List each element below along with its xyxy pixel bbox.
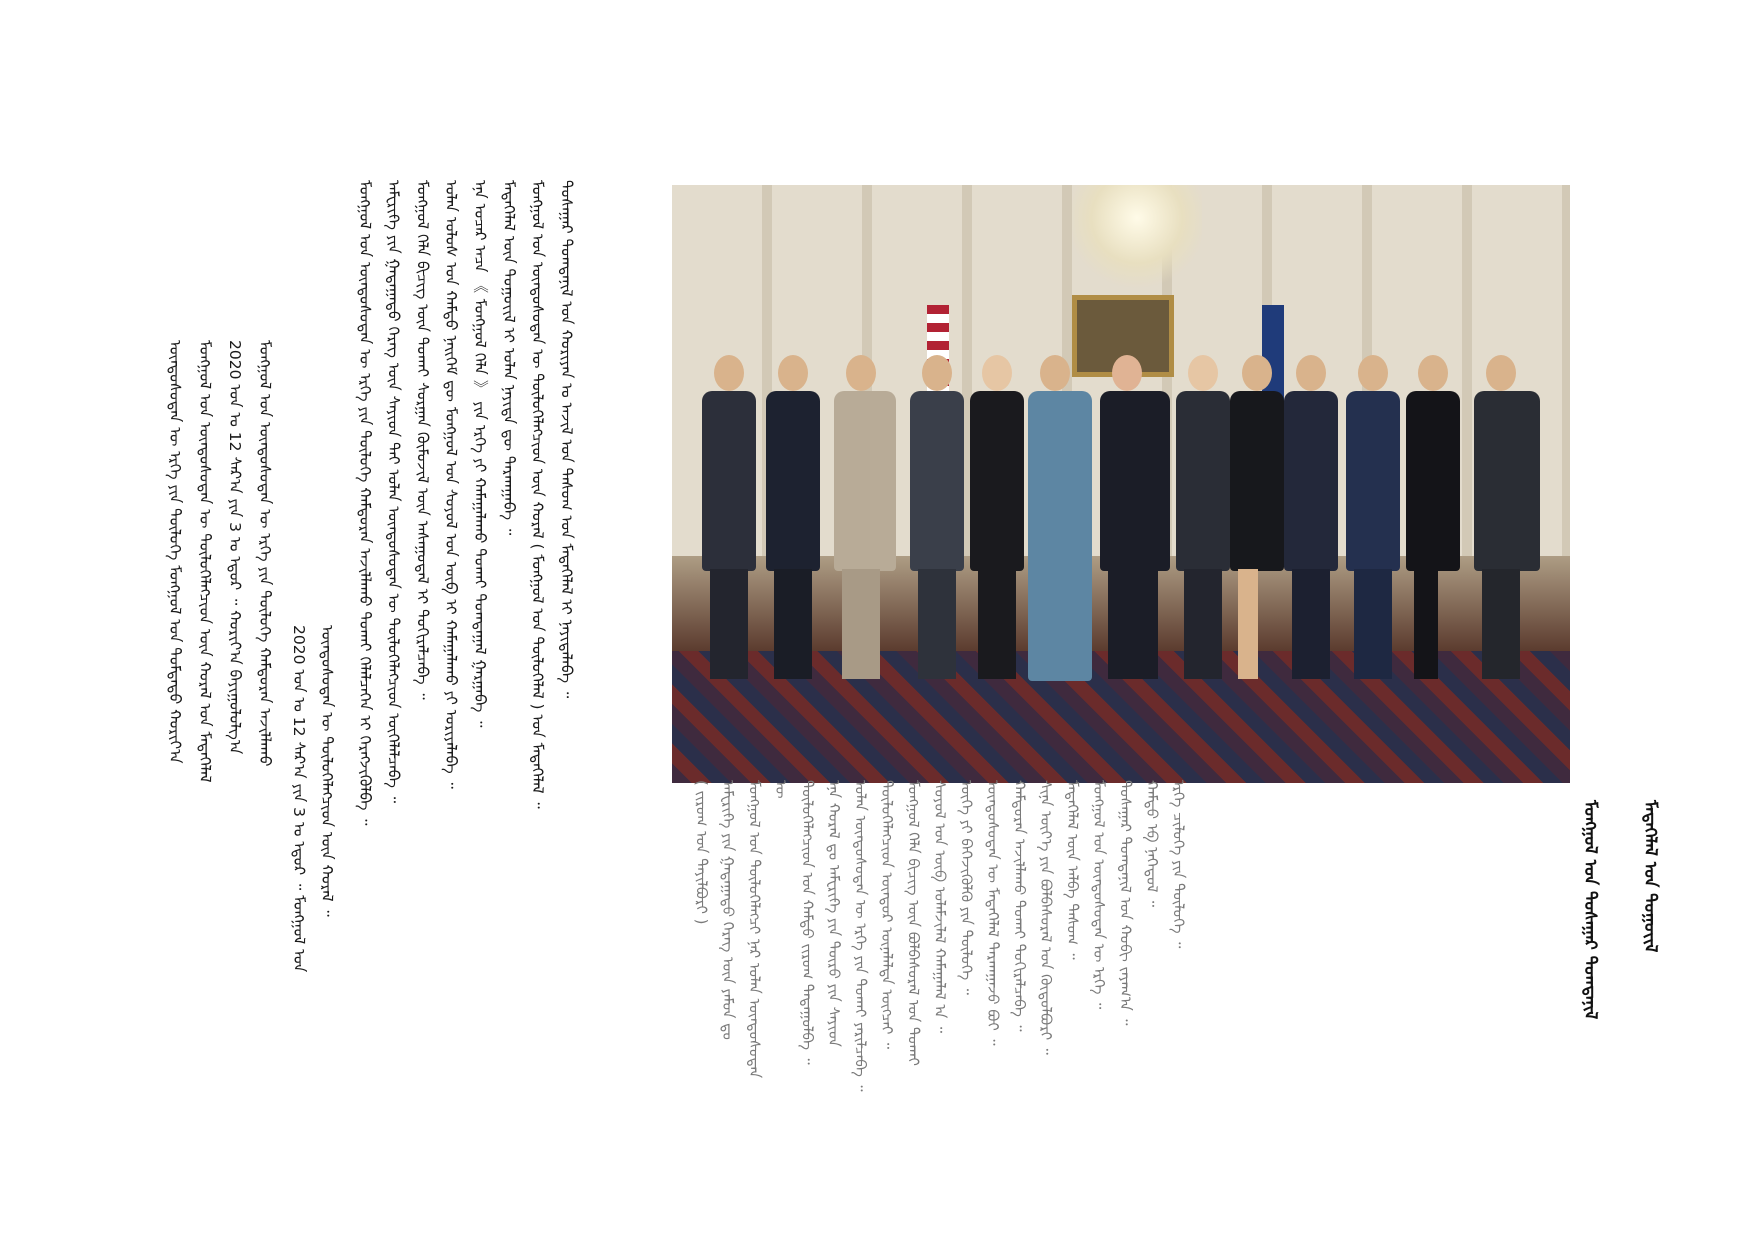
photo-person (1404, 355, 1462, 685)
photo-person (1228, 355, 1286, 685)
photo-person (764, 355, 822, 685)
photo-person (968, 355, 1026, 685)
photo-person (1472, 355, 1538, 685)
photo-person (700, 355, 758, 685)
photo-person (1098, 355, 1168, 685)
photo-person (1344, 355, 1402, 685)
heading-line: ᠮᠣᠩᠭᠣᠯ ᠤᠨ ᠲᠤᠰᠠᠭᠠᠷ ᠲᠣᠭᠲᠠᠨᠢᠯ (1580, 800, 1600, 1020)
photo-person (1282, 355, 1340, 685)
photo-person (832, 355, 894, 685)
photo-caption: ( ᠵᠢᠷᠤᠭ ᠤᠨ ᠲᠠᠶᠢᠯᠪᠤᠷᠢ ) ᠠᠮᠸᠷᠢᠻᠠ ᠶᠢᠨ ᠭᠠᠳᠠᠭᠠᠳᠤ ᠬᠡᠷᠡᠭ ᠦᠨ ᠶᠠᠮᠤᠨ ᠳᠤ ᠮᠣᠩᠭᠣᠯ ᠤᠨ ᠲᠥᠯᠦᠭᠡᠯᠡᠭᠴᠢ ᠨᠠᠷ ᠤᠯᠠᠨ ᠦᠨᠳᠦᠰᠦᠲᠡᠨ ᠦ ᠲᠥᠯᠦᠭᠡᠯᠡᠭᠴᠢᠳ ᠤᠨ ᠬᠠᠮᠲᠤ ᠵᠢᠷᠤᠭ ᠲᠠᠲᠠᠭᠤᠯᠪᠠ ᠃ ᠡᠨᠡ ᠬᠤᠷᠠᠯ ᠳᠤ ᠠᠮᠸᠷᠢᠻᠠ ᠶᠢᠨ ᠲᠥᠷᠦ ᠶᠢᠨ ᠰᠠᠶᠢᠳ ᠤᠯᠠᠨ ᠦᠨᠳᠦᠰᠦᠲᠡᠨ ᠦ ᠡᠷᠬᠡ ᠶᠢᠨ ᠲᠤᠬᠠᠶ ᠶᠠᠷᠢᠯᠴᠠᠪᠠ ᠃ ᠲᠥᠯᠦᠭᠡᠯᠡᠭᠴᠢᠳ ᠦᠨᠳᠦᠷ ᠦᠨᠡᠯᠡᠯᠲᠡ ᠥᠭᠴᠡᠢ ᠃ ᠮᠣᠩᠭᠣᠯ ᠬᠡᠯᠡ ᠪᠢᠴᠢᠭ ᠦᠨ ᠪᠣᠯᠪᠠᠰᠤᠷᠠᠯ ᠤᠨ ᠲᠤᠬᠠᠶ ᠰᠣᠶᠤᠯ ᠤᠨ ᠥᠪ ᠤᠯᠠᠮᠵᠢᠯᠠᠯ ᠬᠠᠮᠠᠭᠠᠯᠠᠯ ᠠ ᠃ ᠦᠭᠡ ᠶᠢ ᠪᠡᠬᠡᠵᠢᠭᠦᠯᠬᠦ ᠶᠢᠨ ᠲᠥᠯᠦᠭᠡ ᠃ ᠦᠨᠳᠦᠰᠦᠲᠡᠨ ᠦ ᠮᠡᠳᠡᠭᠡᠯᠡᠯ ᠲᠠᠷᠬᠠᠭᠠᠵᠤ ᠪᠤᠢ ᠃ ᠬᠠᠮᠲᠤᠷᠠᠨ ᠠᠵᠢᠯᠯᠠᠬᠤ ᠲᠤᠬᠠᠶ ᠲᠣᠬᠢᠷᠠᠯᠴᠠᠪᠠ ᠃ ᠰᠢᠨᠡ ᠦᠶ᠎ᠡ ᠶᠢᠨ ᠪᠣᠯᠪᠠᠰᠤᠷᠠᠯ ᠤᠨ ᠬᠥᠲᠥᠯᠪᠦᠷᠢ ᠃ ᠮᠡᠳᠡᠭᠡᠯᠡᠯ ᠦᠨ ᠠᠯᠪᠠ ᠲᠠᠰᠤᠭ ᠃ ᠮᠣᠩᠭᠣᠯ ᠤᠨ ᠦᠨᠳᠦᠰᠦᠲᠡᠨ ᠦ ᠡᠷᠬᠡ ᠃ ᠲᠤᠰᠠᠭᠠᠷ ᠲᠣᠭᠲᠠᠨᠢᠯ ᠤᠨ ᠬᠤᠪᠢ ᠵᠠᠶᠠᠭ᠎ᠠ ᠃ ᠬᠠᠮᠲᠤ ᠡᠪ ᠨᠡᠭᠡᠳᠦᠯ ᠃ ᠡᠷᠬᠡ ᠴᠢᠯᠦᠭᠡ ᠶᠢᠨ ᠲᠥᠯᠦᠭᠡ ᠃ (692, 780, 1188, 1092)
main-body-text: ᠮᠣᠩᠭᠣᠯ ᠤᠨ ᠦᠨᠳᠦᠰᠦᠲᠡᠨ ᠦ ᠡᠷᠬᠡ ᠶᠢᠨ ᠲᠥᠯᠦᠭᠡ ᠬᠠᠮᠲᠤᠷᠠᠨ ᠠᠵᠢᠯᠯᠠᠬᠤ ᠲᠤᠬᠠᠶ ᠬᠡᠯᠡᠯᠴᠡᠭᠡᠨ ᠢ ᠬᠡᠷᠡᠭᠵᠢᠭᠦᠯᠪᠡ ᠃ ᠠᠮᠸᠷᠢᠻᠠ ᠶᠢᠨ ᠭᠠᠳᠠᠭᠠᠳᠤ ᠬᠡᠷᠡᠭ ᠦᠨ ᠰᠠᠶᠢᠳ ᠲᠠᠢ ᠤᠯᠠᠨ ᠦᠨᠳᠦᠰᠦᠲᠡᠨ ᠦ ᠲᠥᠯᠦᠭᠡᠯᠡᠭᠴᠢᠳ ᠦᠭᠡᠯᠡᠯᠴᠡᠪᠡ ᠃ ᠮᠣᠩᠭᠣᠯ ᠬᠡᠯᠡ ᠪᠢᠴᠢᠭ ᠦᠨ ᠲᠤᠬᠠᠶ ᠰᠤᠷᠭᠠᠨ ᠬᠦᠮᠦᠵᠢᠯ ᠦᠨ ᠠᠰᠠᠭᠤᠳᠠᠯ ᠢ ᠲᠣᠬᠢᠷᠠᠯᠴᠠᠪᠠ ᠃ ᠣᠯᠠᠨ ᠤᠯᠤᠰ ᠤᠨ ᠬᠠᠮᠲᠤ ᠨᠡᠢᠭᠡᠮ ᠳᠦ ᠮᠣᠩᠭᠣᠯ ᠤᠨ ᠰᠣᠶᠤᠯ ᠤᠨ ᠥᠪ ᠢ ᠬᠠᠮᠠᠭᠠᠯᠠᠬᠤ ᠶᠢ ᠤᠷᠢᠶᠠᠯᠠᠪᠠ ᠃ ᠡᠨᠡ ᠤᠴᠠᠷ ᠠᠴᠠ 《 ᠮᠣᠩᠭᠣᠯ ᠬᠡᠯᠡ 》 ᠶᠢᠨ ᠡᠷᠬᠡ ᠶᠢ ᠬᠠᠮᠠᠭᠠᠯᠠᠬᠤ ᠲᠤᠬᠠᠶ ᠲᠣᠭᠲᠠᠭᠠᠯ ᠭᠠᠷᠭᠠᠪᠠ ᠃ ᠮᠡᠳᠡᠭᠡᠯᠡᠯ ᠦᠨ ᠳᠣᠭᠣᠶ᠋ᠢᠯ ᠢ ᠤᠯᠠᠨ ᠨᠡᠶᠢᠲᠡ ᠳᠦ ᠲᠠᠷᠬᠠᠭᠠᠪᠠ ᠃ ᠮᠣᠩᠭᠣᠯ ᠤᠨ ᠦᠨᠳᠦᠰᠦᠲᠡᠨ ᠦ ᠲᠥᠯᠦᠭᠡᠯᠡᠭᠴᠢᠳ ᠦᠨ ᠬᠤᠷᠠᠯ ( ᠮᠣᠩᠭᠣᠯ ᠤᠨ ᠲᠥᠯᠦᠭᠡᠯᠡᠯ ) ᠤᠨ ᠮᠡᠳᠡᠭᠡᠯᠡᠯ ᠃ ᠲᠤᠰᠠᠭᠠᠷ ᠲᠣᠭᠲᠠᠨᠢᠯ ᠤᠨ ᠬᠣᠷᠢᠶᠠᠨ ᠤ ᠠᠵᠢᠯ ᠤᠨ ᠲᠠᠰᠤᠭ ᠤᠨ ᠮᠡᠳᠡᠭᠡᠯᠡᠯ ᠢ ᠨᠡᠶᠢᠲᠡᠯᠡᠪᠡ ᠃ (355, 180, 576, 826)
photo-people (672, 355, 1570, 685)
photo-person (908, 355, 966, 685)
date-line: 2020 ᠣᠨ ᠤ 12 ᠰᠠᠷ᠎ᠠ ᠶᠢᠨ 3 ᠤ ᠡᠳᠦᠷ ᠃ ᠮᠣᠩᠭᠣᠯ ᠤᠨ ᠦᠨᠳᠦᠰᠦᠲᠡᠨ ᠦ ᠲᠥᠯᠦᠭᠡᠯᠡᠭᠴᠢᠳ ᠦᠨ ᠬᠤᠷᠠᠯ ᠃ (290, 625, 336, 973)
group-photo (672, 185, 1570, 783)
photo-person (1026, 355, 1090, 685)
signature-block: ᠦᠨᠳᠦᠰᠦᠲᠡᠨ ᠦ ᠡᠷᠬᠡ ᠶᠢᠨ ᠲᠥᠯᠦᠭᠡ ᠮᠣᠩᠭᠣᠯ ᠤᠨ ᠳᠤᠮᠳᠠᠳᠤ ᠬᠣᠷᠢᠶ᠎ᠠ ᠮᠣᠩᠭᠣᠯ ᠤᠨ ᠦᠨᠳᠦᠰᠦᠲᠡᠨ ᠦ ᠲᠥᠯᠦᠭᠡᠯᠡᠭᠴᠢᠳ ᠦᠨ ᠬᠤᠷᠠᠯ ᠤᠨ ᠮᠡᠳᠡᠭᠡᠯᠡᠯ 2020 ᠣᠨ ᠤ 12 ᠰᠠᠷ᠎ᠠ ᠶᠢᠨ 3 ᠤ ᠡᠳᠦᠷ ᠃ ᠬᠣᠷᠢᠶ᠎ᠠ ᠪᠠᠶᠢᠭᠤᠯᠤᠯᠭ᠎ᠠ ᠮᠣᠩᠭᠣᠯ ᠤᠨ ᠦᠨᠳᠦᠰᠦᠲᠡᠨ ᠦ ᠡᠷᠬᠡ ᠶᠢᠨ ᠲᠥᠯᠦᠭᠡ ᠬᠠᠮᠲᠤᠷᠠᠨ ᠠᠵᠢᠯᠯᠠᠬᠤ (166, 340, 274, 783)
photo-person (1174, 355, 1232, 685)
heading-line: ᠮᠡᠳᠡᠭᠡᠯᠡᠯ ᠤᠨ ᠳᠣᠭᠣᠶ᠋ᠢᠯ (1640, 800, 1660, 953)
